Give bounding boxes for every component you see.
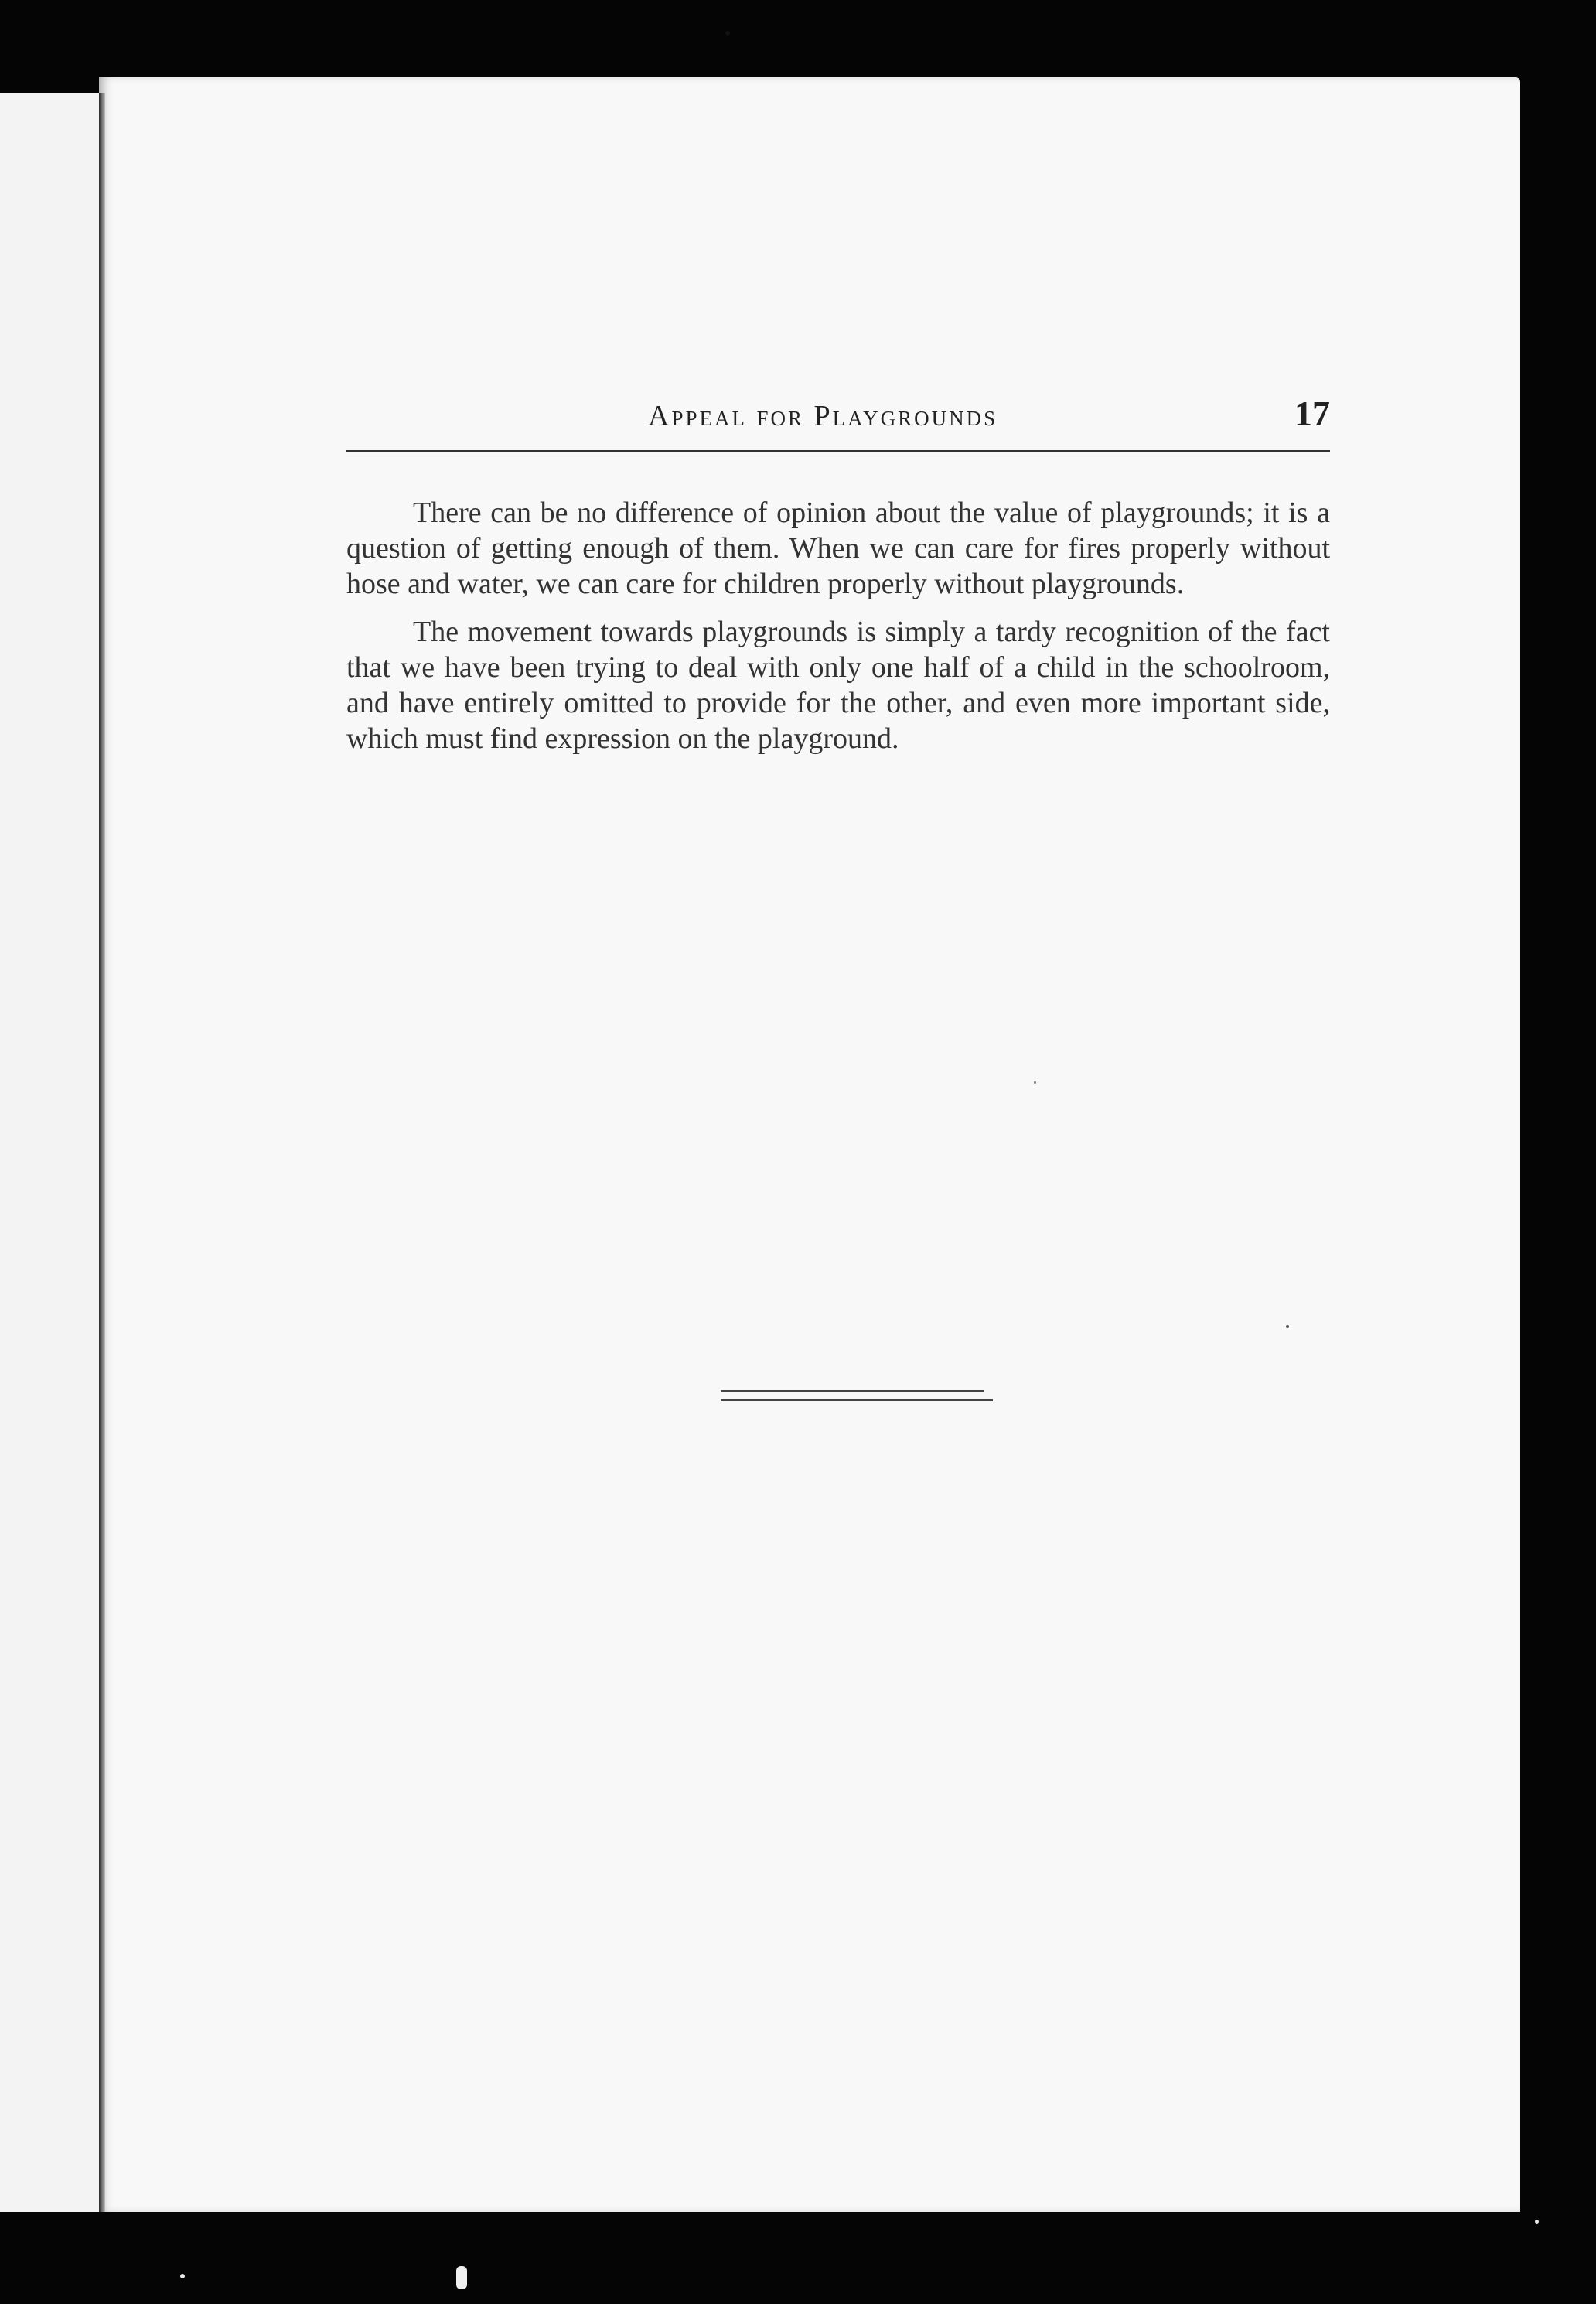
dust-speck — [1535, 2220, 1539, 2224]
running-head — [346, 393, 1330, 439]
dust-speck — [1034, 1081, 1036, 1084]
end-ornament-rule — [721, 1390, 993, 1404]
paragraph: There can be no difference of opinion about the value of playgrounds; it is a question of getting enough of them. When we can care for fires properly without hose and water, we can care for children properly without playgrounds. — [346, 497, 1330, 600]
paragraph: The movement towards playgrounds is simply a tardy recognition of the fact that we have been trying to deal with only one half of a child in the schoolroom, and have entirely omitted to provide for the other, and even more important side, which must find expression on the playground. — [346, 616, 1330, 755]
dust-speck — [456, 2266, 467, 2289]
rule-line-top — [721, 1390, 984, 1392]
page-gutter-shadow — [99, 93, 105, 2212]
running-title: Appeal for Playgrounds — [648, 400, 998, 432]
dust-speck — [725, 31, 730, 36]
rule-line-bottom — [721, 1399, 993, 1401]
dust-speck — [180, 2274, 185, 2278]
dust-speck — [1286, 1325, 1289, 1328]
header-rule — [346, 450, 1330, 452]
page-number: 17 — [1294, 394, 1330, 433]
body-text — [346, 495, 1330, 769]
